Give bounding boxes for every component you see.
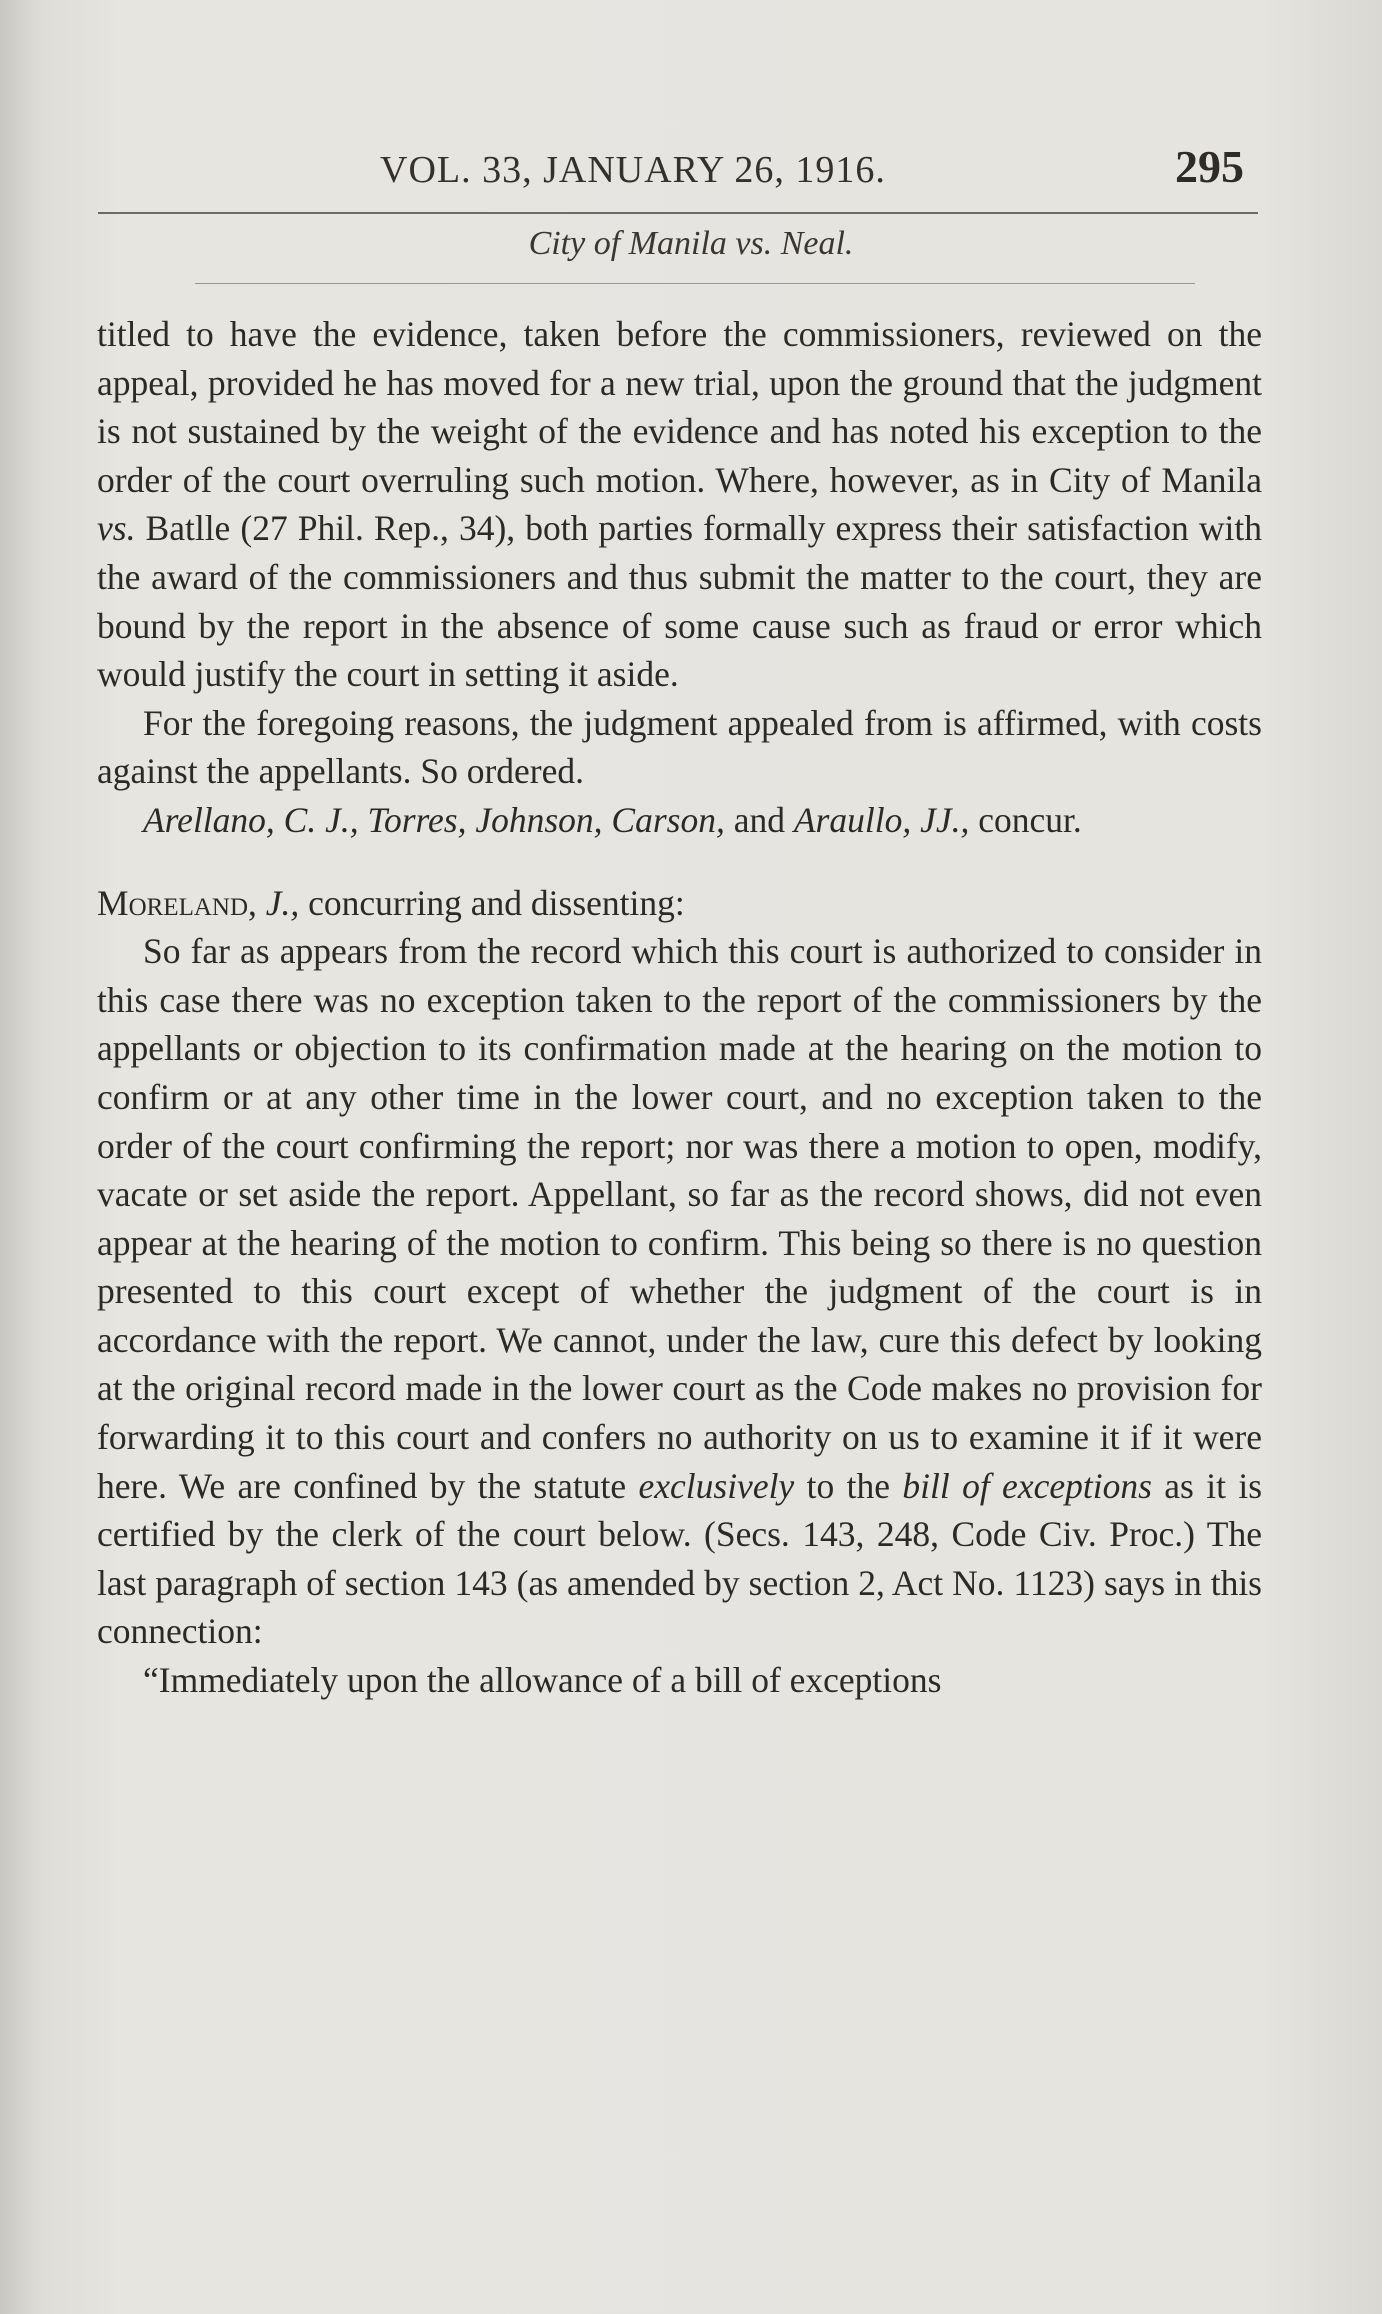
paragraph-judgment: For the foregoing reasons, the judgment appealed from is affirmed, with costs against the appellants. So ordered. bbox=[97, 702, 1262, 792]
p1-versus: vs. bbox=[97, 508, 136, 549]
concur-and: and bbox=[724, 799, 794, 840]
p4-exclusively: exclusively bbox=[638, 1465, 795, 1506]
concurring-last-justice: Araullo, JJ., bbox=[793, 799, 970, 840]
dissent-label: concurring and dissenting: bbox=[299, 882, 685, 923]
case-title: City of Manila vs. Neal. bbox=[528, 225, 854, 262]
paragraph-quotation: “Immediately upon the allowance of a bill of exceptions bbox=[143, 1660, 942, 1701]
concur-verb: concur. bbox=[969, 799, 1082, 840]
dissenting-justice: Moreland, bbox=[97, 882, 257, 923]
running-head: VOL. 33, JANUARY 26, 1916. bbox=[380, 149, 886, 191]
paragraph-opinion bbox=[97, 927, 1262, 1656]
title-rule bbox=[195, 283, 1195, 284]
paragraph-continuation bbox=[97, 310, 1262, 699]
opinion-heading bbox=[97, 879, 1262, 928]
header-rule bbox=[98, 212, 1258, 214]
p4-text-c: as it is certified by the clerk of the court below. (Secs. 143, 248, Code Civ. Proc.) The last paragraph of section 143 (as amended by section 2, Act No. 1123) says in this connection: bbox=[97, 1465, 1263, 1652]
p4-text-b: to the bbox=[794, 1465, 903, 1506]
page-number: 295 bbox=[1175, 141, 1244, 192]
p4-bill-of-exceptions: bill of exceptions bbox=[902, 1465, 1152, 1506]
p4-text-a: So far as appears from the record which this court is authorized to consider in this case there was no exception taken to the report of the commissioners by the appellants or objection to its confirmation made at the hearing on the motion to confirm or at any other time in the lower court, and no exception taken to the order of the court confirming the report; nor was there a motion to open, modify, vacate or set aside the report. Appellant, so far as the record shows, did not even appear at the hearing of the motion to confirm. This being so there is no question presented to this court except of whether the judgment of the court is in accordance with the report. We cannot, under the law, cure this defect by looking at the original record made in the lower court as the Code makes no provision for forwarding it to this court and confers no authority on us to examine it if it were here. We are confined by the statute bbox=[97, 931, 1262, 1506]
dissent-title: J., bbox=[256, 882, 300, 923]
p1-text-b: Batlle (27 Phil. Rep., 34), both parties formally express their satisfaction with the award of the commissioners and thus submit the matter to the court, they are bound by the report in the absence of some cause such as fraud or error which would justify the court in setting it aside. bbox=[97, 508, 1262, 695]
concurring-justices: Arellano, C. J., Torres, Johnson, Carson, bbox=[143, 799, 725, 840]
p1-text-a: titled to have the evidence, taken before the commissioners, reviewed on the appeal, provided he has moved for a new trial, upon the ground that the judgment is not sustained by the weight of the evidence and has noted his exception to the order of the court overruling such motion. Where, however, as in City of Manila bbox=[97, 314, 1262, 500]
body-text bbox=[97, 310, 1262, 1705]
paragraph-concurrence bbox=[97, 796, 1262, 845]
